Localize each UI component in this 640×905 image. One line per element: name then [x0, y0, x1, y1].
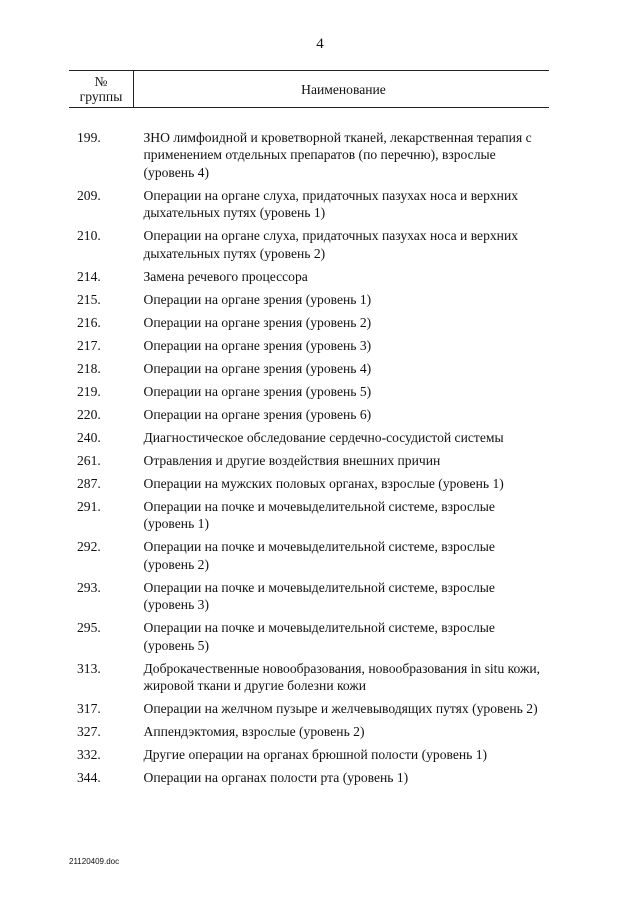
table-row	[69, 337, 549, 360]
group-number: 313.	[77, 660, 101, 676]
group-name: Операции на органе зрения (уровень 1)	[143, 291, 372, 307]
group-number: 210.	[77, 228, 101, 243]
header-number-sign: №	[94, 74, 108, 89]
group-number: 293.	[77, 579, 101, 595]
group-name: Другие операции на органах брюшной полости (уровень 1)	[143, 747, 488, 762]
table-header-row	[69, 71, 549, 108]
group-number: 209.	[77, 187, 101, 203]
group-number: 219.	[77, 383, 101, 399]
page-number: 4	[316, 36, 324, 52]
table-row	[69, 291, 549, 314]
group-name: Операции на желчном пузыре и желчевыводящих путях (уровень 2)	[143, 701, 538, 716]
group-name: Операции на органе зрения (уровень 2)	[143, 314, 372, 330]
table-body	[69, 108, 549, 793]
group-number: 291.	[77, 498, 101, 514]
group-name: Операции на органах полости рта (уровень 1)	[143, 770, 409, 785]
group-number: 214.	[77, 268, 101, 284]
table-row	[69, 360, 549, 383]
group-name: Операции на органе зрения (уровень 5)	[143, 383, 372, 399]
table-row	[69, 129, 549, 187]
group-name: Диагностическое обследование сердечно-сосудистой системы	[143, 429, 504, 445]
group-name: Операции на органе зрения (уровень 4)	[143, 360, 372, 376]
table-row	[69, 723, 549, 746]
table-row	[69, 700, 549, 723]
group-name: Операции на почке и мочевыделительной системе, взрослые (уровень 3)	[143, 579, 495, 612]
table-row	[69, 383, 549, 406]
group-name: Операции на почке и мочевыделительной системе, взрослые (уровень 2)	[143, 539, 495, 572]
group-number: 317.	[77, 701, 101, 716]
table-row	[69, 579, 549, 620]
groups-table	[69, 70, 549, 792]
group-name: Операции на органе слуха, придаточных пазухах носа и верхних дыхательных путях (уровень 2)	[143, 228, 519, 261]
group-number: 199.	[77, 129, 101, 145]
group-name: Операции на мужских половых органах, взрослые (уровень 1)	[143, 475, 504, 491]
group-number: 240.	[77, 429, 101, 445]
group-number: 218.	[77, 360, 101, 376]
group-name: Отравления и другие воздействия внешних причин	[143, 452, 441, 468]
header-group-number	[69, 71, 134, 108]
table-row	[69, 660, 549, 701]
header-group-label: группы	[79, 89, 123, 104]
table-row	[69, 268, 549, 291]
group-name: Аппендэктомия, взрослые (уровень 2)	[143, 724, 365, 739]
table-row	[69, 746, 549, 769]
table-row	[69, 429, 549, 452]
group-name: Операции на органе слуха, придаточных пазухах носа и верхних дыхательных путях (уровень 1)	[143, 187, 519, 220]
group-number: 295.	[77, 620, 101, 635]
group-number: 216.	[77, 314, 101, 330]
group-number: 327.	[77, 724, 101, 739]
group-name: Операции на почке и мочевыделительной системе, взрослые (уровень 5)	[143, 620, 495, 653]
group-name: ЗНО лимфоидной и кроветворной тканей, лекарственная терапия с применением отдельных препаратов (по перечню), взрослые (уровень 4)	[143, 129, 532, 180]
table-row	[69, 227, 549, 268]
group-number: 332.	[77, 747, 101, 762]
group-name: Доброкачественные новообразования, новообразования in situ кожи, жировой ткани и другие болезни кожи	[143, 660, 541, 693]
table-row	[69, 538, 549, 579]
group-name: Замена речевого процессора	[143, 268, 308, 284]
table-row	[69, 498, 549, 539]
table-row	[69, 619, 549, 660]
group-number: 217.	[77, 337, 101, 353]
group-number: 215.	[77, 291, 101, 307]
group-number: 261.	[77, 452, 101, 468]
group-name: Операции на органе зрения (уровень 6)	[143, 406, 372, 422]
group-number: 292.	[77, 539, 101, 554]
header-name: Наименование	[134, 71, 550, 108]
table-row	[69, 406, 549, 429]
table-row	[69, 769, 549, 792]
table-row	[69, 452, 549, 475]
document-id: 21120409.doc	[69, 857, 120, 866]
group-number: 220.	[77, 406, 101, 422]
group-number: 344.	[77, 770, 101, 785]
table-row	[69, 187, 549, 228]
group-name: Операции на почке и мочевыделительной системе, взрослые (уровень 1)	[143, 498, 495, 531]
table-row	[69, 475, 549, 498]
group-number: 287.	[77, 475, 101, 491]
group-name: Операции на органе зрения (уровень 3)	[143, 337, 372, 353]
table-row	[69, 314, 549, 337]
